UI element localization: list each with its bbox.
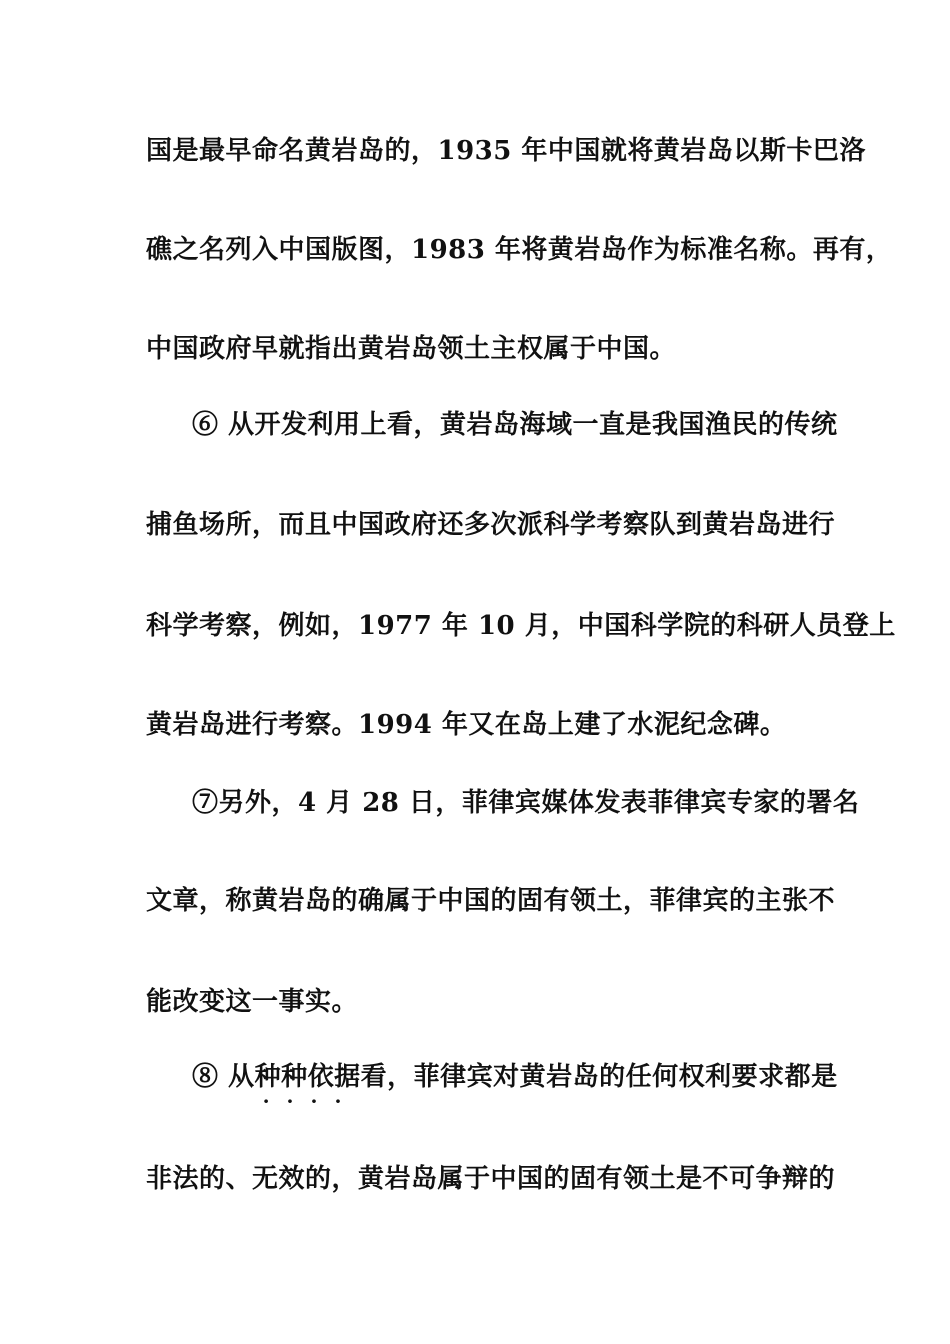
text-line-7: 黄岩岛进行考察。1994 年又在岛上建了水泥纪念碑。 bbox=[146, 710, 787, 740]
text-line-6: 科学考察，例如，1977 年 10 月，中国科学院的科研人员登上 bbox=[146, 611, 896, 641]
text-line-3: 中国政府早就指出黄岩岛领土主权属于中国。 bbox=[146, 334, 677, 364]
paragraph-8-suffix: 看，菲律宾对黄岩岛的任何权利要求都是 bbox=[360, 1062, 838, 1092]
text-line-9: 文章，称黄岩岛的确属于中国的固有领土，菲律宾的主张不 bbox=[146, 886, 836, 916]
paragraph-6-first-line: ⑥ 从开发利用上看，黄岩岛海域一直是我国渔民的传统 bbox=[192, 410, 838, 440]
paragraph-8-prefix: ⑧ 从 bbox=[192, 1062, 255, 1092]
text-line-5: 捕鱼场所，而且中国政府还多次派科学考察队到黄岩岛进行 bbox=[146, 510, 836, 540]
text-line-2: 礁之名列入中国版图，1983 年将黄岩岛作为标准名称。再有， bbox=[146, 235, 893, 265]
paragraph-8-first-line bbox=[192, 1060, 838, 1113]
emphasized-phrase bbox=[254, 1062, 361, 1113]
text-line-12: 非法的、无效的，黄岩岛属于中国的固有领土是不可争辩的 bbox=[146, 1164, 836, 1194]
text-line-1: 国是最早命名黄岩岛的，1935 年中国就将黄岩岛以斯卡巴洛 bbox=[146, 136, 866, 166]
text-line-10: 能改变这一事实。 bbox=[146, 987, 359, 1017]
emphasized-text: 种种依据 bbox=[254, 1062, 361, 1092]
paragraph-7-first-line: ⑦另外，4 月 28 日，菲律宾媒体发表菲律宾专家的署名 bbox=[192, 788, 860, 818]
emphasis-dots: ···· bbox=[262, 1089, 359, 1113]
